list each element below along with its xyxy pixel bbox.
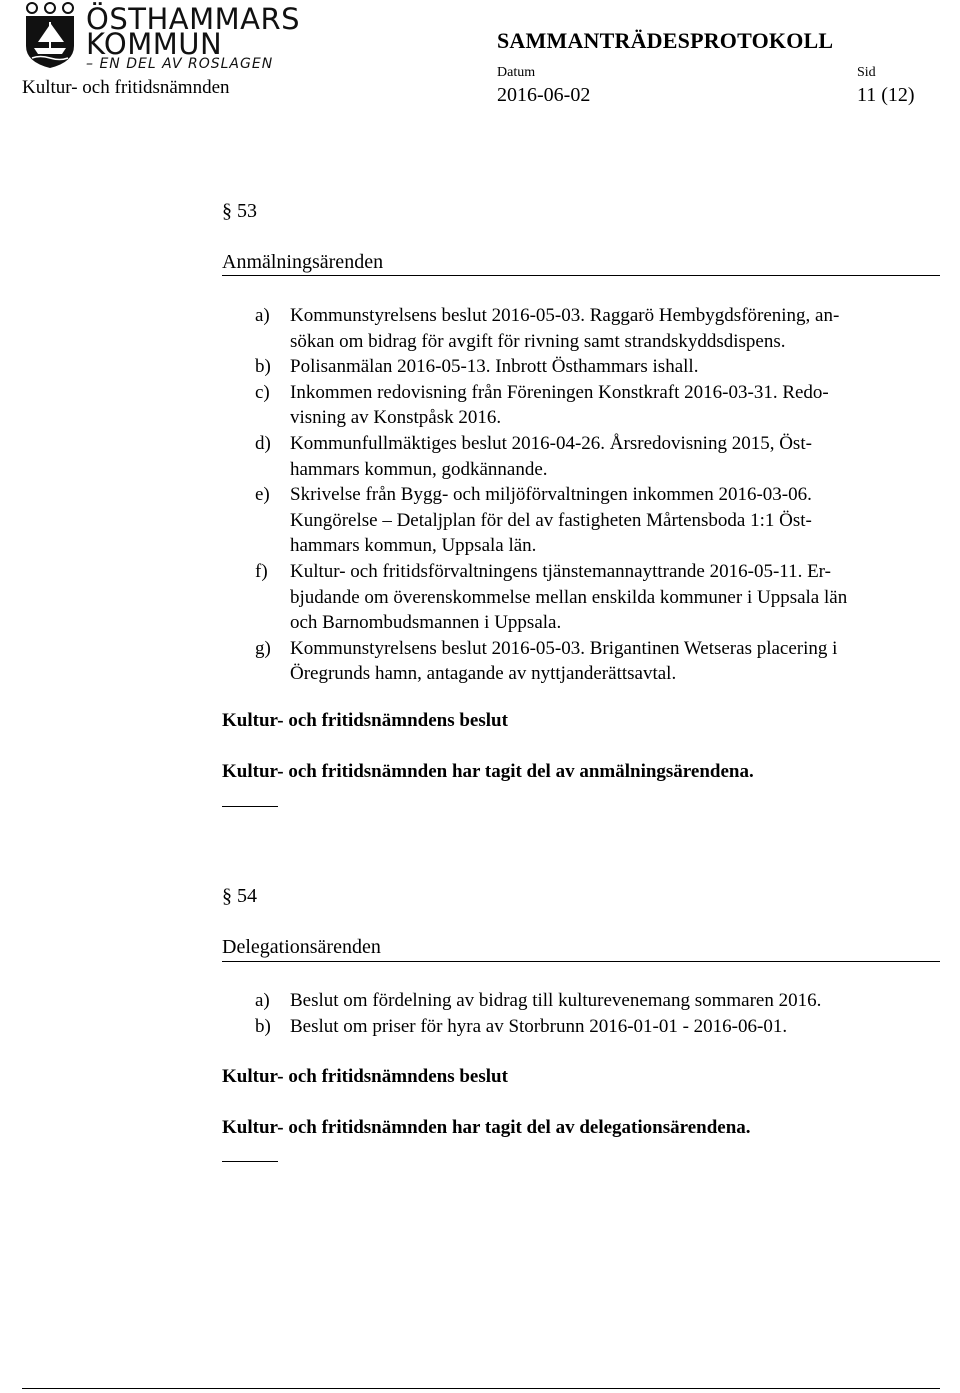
section-heading-54: Delegationsärenden <box>222 936 381 958</box>
list-item-letter: b) <box>255 1015 271 1037</box>
list-item-line: visning av Konstpåsk 2016. <box>290 407 502 429</box>
list-item-line: Beslut om priser för hyra av Storbrunn 2016-01-01 - 2016-06-01. <box>290 1015 788 1037</box>
list-item-letter: d) <box>255 433 271 454</box>
list-item-line: och Barnombudsmannen i Uppsala. <box>290 612 562 634</box>
section-number-53: § 53 <box>222 200 257 222</box>
list-item-line: Kommunstyrelsens beslut 2016-05-03. Raggarö Hembygdsförening, an- <box>290 305 840 326</box>
committee-name: Kultur- och fritidsnämnden <box>22 77 230 98</box>
list-item-line: Kungörelse – Detaljplan för del av fastigheten Mårtensboda 1:1 Öst- <box>290 509 812 531</box>
list-item-line: Polisanmälan 2016-05-13. Inbrott Östhammars ishall. <box>290 356 699 378</box>
list-item-line: Beslut om fördelning av bidrag till kulturevenemang sommaren 2016. <box>290 990 822 1011</box>
list-item-letter: a) <box>255 990 270 1011</box>
list-item-line: Kommunfullmäktiges beslut 2016-04-26. Årsredovisning 2015, Öst- <box>290 433 812 454</box>
page-bottom-rule <box>22 1388 940 1389</box>
list-item-line: hammars kommun, Uppsala län. <box>290 535 537 557</box>
decision-heading-53: Kultur- och fritidsnämndens beslut <box>222 710 508 731</box>
section-number-54: § 54 <box>222 885 257 907</box>
list-item-line: bjudande om överenskommelse mellan enskilda kommuner i Uppsala län <box>290 586 848 608</box>
logo-text-osthammars: ÖSTHAMMARS <box>86 2 301 36</box>
list-item-letter: a) <box>255 305 270 326</box>
document-title: SAMMANTRÄDESPROTOKOLL <box>497 28 834 53</box>
date-value: 2016-06-02 <box>497 84 591 106</box>
section-end-rule <box>222 1161 278 1162</box>
page-label: Sid <box>857 65 876 80</box>
list-item-letter: f) <box>255 561 268 582</box>
page-number: 11 (12) <box>857 84 915 106</box>
date-label: Datum <box>497 65 536 80</box>
list-item-line: hammars kommun, godkännande. <box>290 458 548 480</box>
list-item-letter: c) <box>255 381 270 403</box>
list-item-letter: b) <box>255 356 271 378</box>
section-end-rule <box>222 806 278 807</box>
logo-text-kommun: KOMMUN <box>86 27 223 61</box>
municipality-logo-emblem <box>22 2 78 68</box>
logo-tagline: – EN DEL AV ROSLAGEN <box>86 56 274 72</box>
list-item-line: Öregrunds hamn, antagande av nyttjanderättsavtal. <box>290 663 677 685</box>
decision-text-54: Kultur- och fritidsnämnden har tagit del av delegationsärendena. <box>222 1117 751 1138</box>
section-heading-underline <box>222 961 940 962</box>
section-heading-underline <box>222 275 940 276</box>
list-item-line: Kommunstyrelsens beslut 2016-05-03. Brigantinen Wetseras placering i <box>290 637 838 659</box>
section-heading-53: Anmälningsärenden <box>222 251 384 273</box>
decision-text-53: Kultur- och fritidsnämnden har tagit del av anmälningsärendena. <box>222 761 754 782</box>
list-item-line: sökan om bidrag för avgift för rivning samt strandskyddsdispens. <box>290 330 786 352</box>
list-item-letter: e) <box>255 484 270 506</box>
list-item-line: Kultur- och fritidsförvaltningens tjänstemannayttrande 2016-05-11. Er- <box>290 561 831 582</box>
list-item-line: Inkommen redovisning från Föreningen Konstkraft 2016-03-31. Redo- <box>290 381 829 403</box>
list-item-line: Skrivelse från Bygg- och miljöförvaltningen inkommen 2016-03-06. <box>290 484 812 506</box>
list-item-letter: g) <box>255 637 271 659</box>
decision-heading-54: Kultur- och fritidsnämndens beslut <box>222 1066 508 1087</box>
